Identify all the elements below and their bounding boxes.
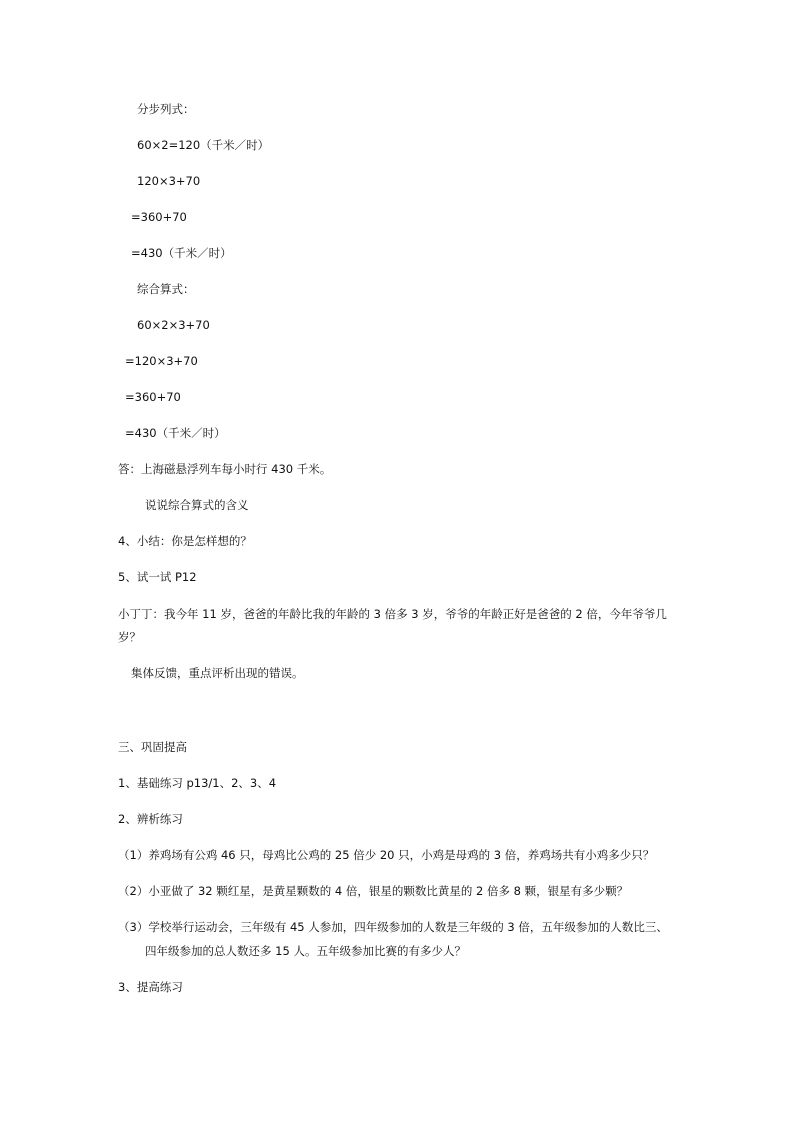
calc-line: =360+70: [131, 210, 187, 224]
paragraph: 说说综合算式的含义: [145, 498, 249, 512]
exercise-item: （1）养鸡场有公鸡 46 只，母鸡比公鸡的 25 倍少 20 只，小鸡是母鸡的 3 倍，养鸡场共有小鸡多少只？: [118, 848, 655, 862]
answer-line: 答：上海磁悬浮列车每小时行 430 千米。: [118, 462, 332, 476]
calc-line: 60×2×3+70: [137, 318, 210, 332]
calc-line: 120×3+70: [137, 174, 201, 188]
combined-formula-heading: 综合算式：: [137, 282, 195, 296]
calc-line: =430（千米／时）: [125, 426, 226, 440]
calc-line: 60×2=120（千米／时）: [137, 138, 270, 152]
section-item: 4、小结：你是怎样想的？: [118, 534, 252, 548]
section-item: 3、提高练习: [118, 980, 183, 994]
section-item: 1、基础练习 p13/1、2、3、4: [118, 776, 277, 790]
calc-line: =360+70: [125, 390, 181, 404]
step-formula-heading: 分步列式：: [137, 102, 195, 116]
calc-line: =120×3+70: [125, 354, 198, 368]
paragraph: 集体反馈，重点评析出现的错误。: [131, 666, 304, 680]
section-item: 5、试一试 P12: [118, 570, 197, 584]
problem-text: 小丁丁：我今年 11 岁，爸爸的年龄比我的年龄的 3 倍多 3 岁，爷爷的年龄正好是爸爸的 2 倍，今年爷爷几: [118, 607, 667, 621]
calc-line: =430（千米／时）: [131, 246, 232, 260]
exercise-item: （3）学校举行运动会，三年级有 45 人参加，四年级参加的人数是三年级的 3 倍，五年级参加的人数比三、: [118, 920, 668, 934]
exercise-item-continuation: 四年级参加的总人数还多 15 人。五年级参加比赛的有多少人？: [145, 944, 466, 958]
problem-text: 岁？: [118, 630, 141, 644]
section-item: 2、辨析练习: [118, 812, 183, 826]
exercise-item: （2）小亚做了 32 颗红星，是黄星颗数的 4 倍，银星的颗数比黄星的 2 倍多 8 颗，银星有多少颗？: [118, 884, 629, 898]
section-heading: 三、巩固提高: [118, 740, 187, 754]
